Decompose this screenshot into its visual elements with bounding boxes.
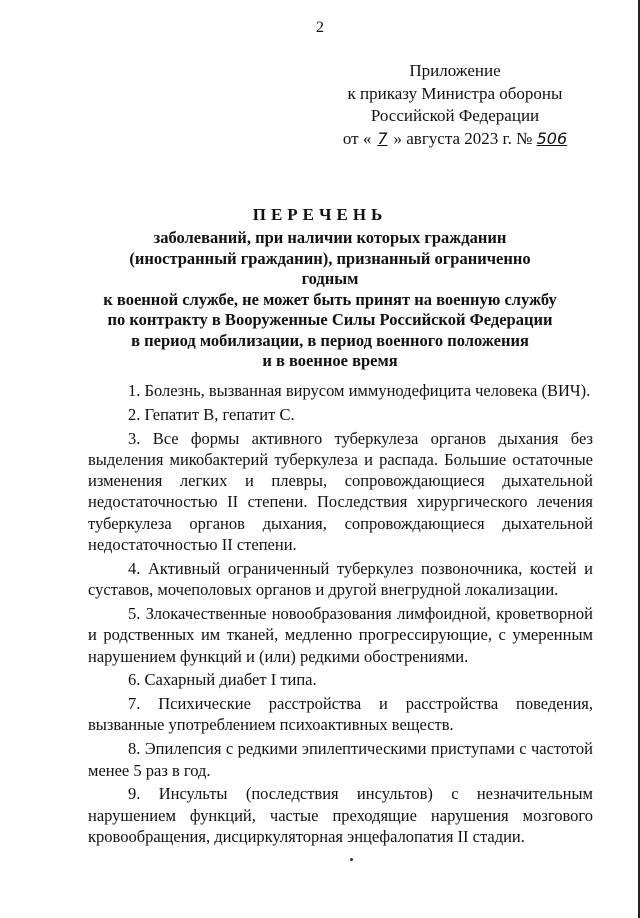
document-subtitle (100, 228, 560, 372)
appendix-line: к приказу Министра обороны (347, 83, 563, 103)
scan-speck (350, 858, 353, 861)
document-title: ПЕРЕЧЕНЬ (252, 205, 388, 224)
subtitle-line: (иностранный гражданин), признанный ограниченно годным (129, 248, 531, 288)
disease-list (88, 380, 593, 850)
date-prefix: от « (342, 128, 372, 148)
list-item: 8. Эпилепсия с редкими эпилептическими приступами с частотой менее 5 раз в год. (88, 739, 593, 780)
subtitle-line: и в военное время (262, 351, 398, 370)
list-item: 3. Все формы активного туберкулеза органов дыхания без выделения микобактерий туберкулеза и распада. Большие остаточные изменения легких и плевры, сопровождающиеся дыхательной недостаточностью II степени. Последствия хирургического лечения туберкулеза органов дыхания, сопровождающиеся дыхательной недостаточностью II степени. (88, 428, 593, 555)
appendix-header (330, 60, 580, 150)
list-item: 1. Болезнь, вызванная вирусом иммунодефицита человека (ВИЧ). (128, 381, 591, 400)
list-item: 9. Инсульты (последствия инсультов) с незначительным нарушением функций, частые преходящие нарушения мозгового кровообращения, дисциркуляторная энцефалопатия II стадии. (88, 784, 593, 846)
appendix-line: Российской Федерации (370, 106, 540, 125)
list-item: 5. Злокачественные новообразования лимфоидной, кроветворной и родственных им тканей, медленно прогрессирующие, с умеренным нарушением функций и (или) редкими обострениями. (88, 603, 593, 666)
subtitle-line: по контракту в Вооруженные Силы Российской Федерации (107, 310, 553, 329)
list-item: 7. Психические расстройства и расстройства поведения, вызванные употреблением психоактивных веществ. (88, 694, 593, 735)
list-item: 4. Активный ограниченный туберкулез позвоночника, костей и суставов, мочеполовых органов и другой внегрудной локализации. (88, 558, 593, 600)
page-number: 2 (316, 19, 324, 36)
order-number-handwritten: 506 (536, 128, 568, 148)
list-item: 2. Гепатит B, гепатит C. (128, 404, 295, 424)
appendix-date-line (330, 128, 580, 151)
subtitle-line: к военной службе, не может быть принят на военную службу (103, 289, 557, 309)
subtitle-line: заболеваний, при наличии которых гражданин (153, 228, 507, 247)
appendix-line: Приложение (409, 61, 501, 80)
date-day-handwritten: 7 (377, 128, 388, 148)
date-middle: » августа 2023 г. № (393, 128, 533, 148)
subtitle-line: в период мобилизации, в период военного положения (131, 330, 529, 350)
list-item: 6. Сахарный диабет I типа. (128, 670, 317, 690)
